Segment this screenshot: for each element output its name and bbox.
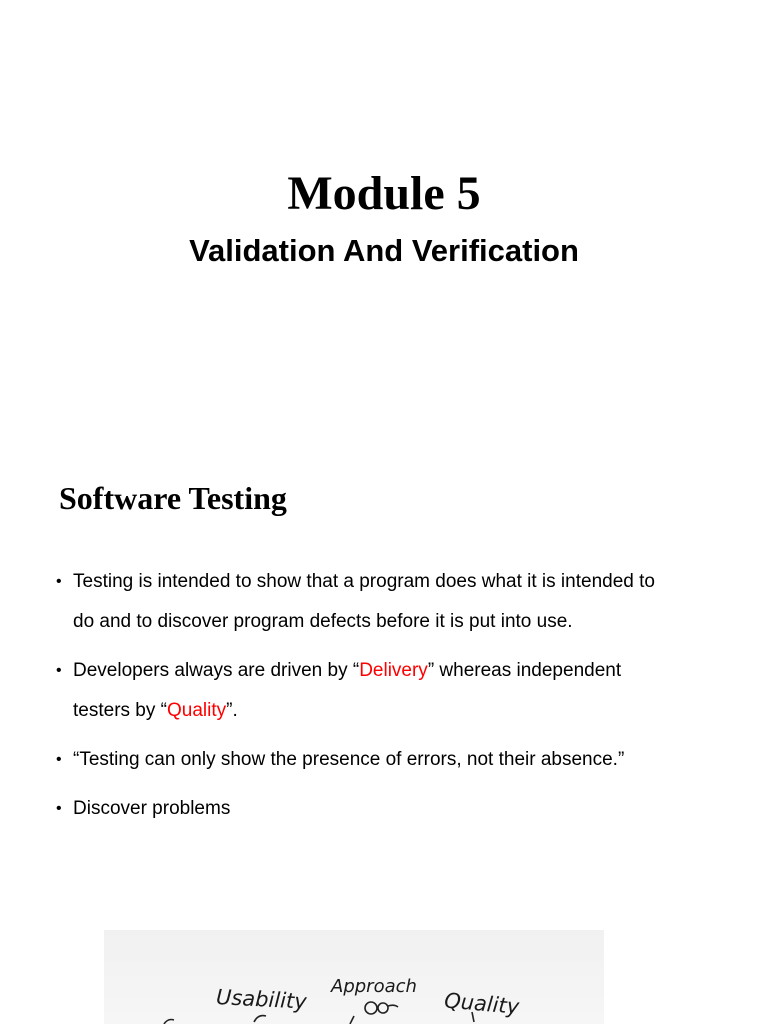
bullet-text: Discover problems [73, 798, 231, 819]
slide-subtitle: Validation And Verification [189, 233, 579, 268]
sketch-word-quality: Quality [443, 988, 521, 1019]
bullet-text: Testing is intended to show that a program does what it is intended to [73, 571, 655, 592]
bullet-item [56, 562, 726, 642]
bullet-item [56, 789, 726, 829]
section-heading: Software Testing [59, 480, 287, 516]
bullet-text-continued: do and to discover program defects before it is put into use. [73, 611, 573, 632]
bullet-text: Developers always are driven by “ [73, 660, 360, 681]
highlight-quality: Quality [166, 700, 227, 721]
bullet-item [56, 651, 726, 731]
sketch-drawing [104, 930, 604, 1024]
bullet-dot-icon: • [56, 800, 62, 817]
slide-title: Module 5 [287, 167, 481, 220]
sketch-image [104, 930, 604, 1024]
bullet-dot-icon: • [56, 751, 62, 768]
bullet-dot-icon: • [56, 573, 62, 590]
bullet-dot-icon: • [56, 662, 62, 679]
bullet-text-continued: testers by “ [73, 700, 167, 721]
bullet-text: ” whereas independent [427, 660, 622, 681]
bullet-item [56, 740, 726, 780]
sketch-doodle-icon [164, 1002, 474, 1024]
sketch-word-approach: Approach [331, 976, 417, 997]
bullet-list [56, 562, 726, 838]
highlight-delivery: Delivery [359, 660, 428, 681]
bullet-text: ”. [226, 700, 238, 721]
bullet-text: “Testing can only show the presence of errors, not their absence.” [73, 749, 625, 770]
sketch-word-usability: Usability [215, 985, 308, 1014]
